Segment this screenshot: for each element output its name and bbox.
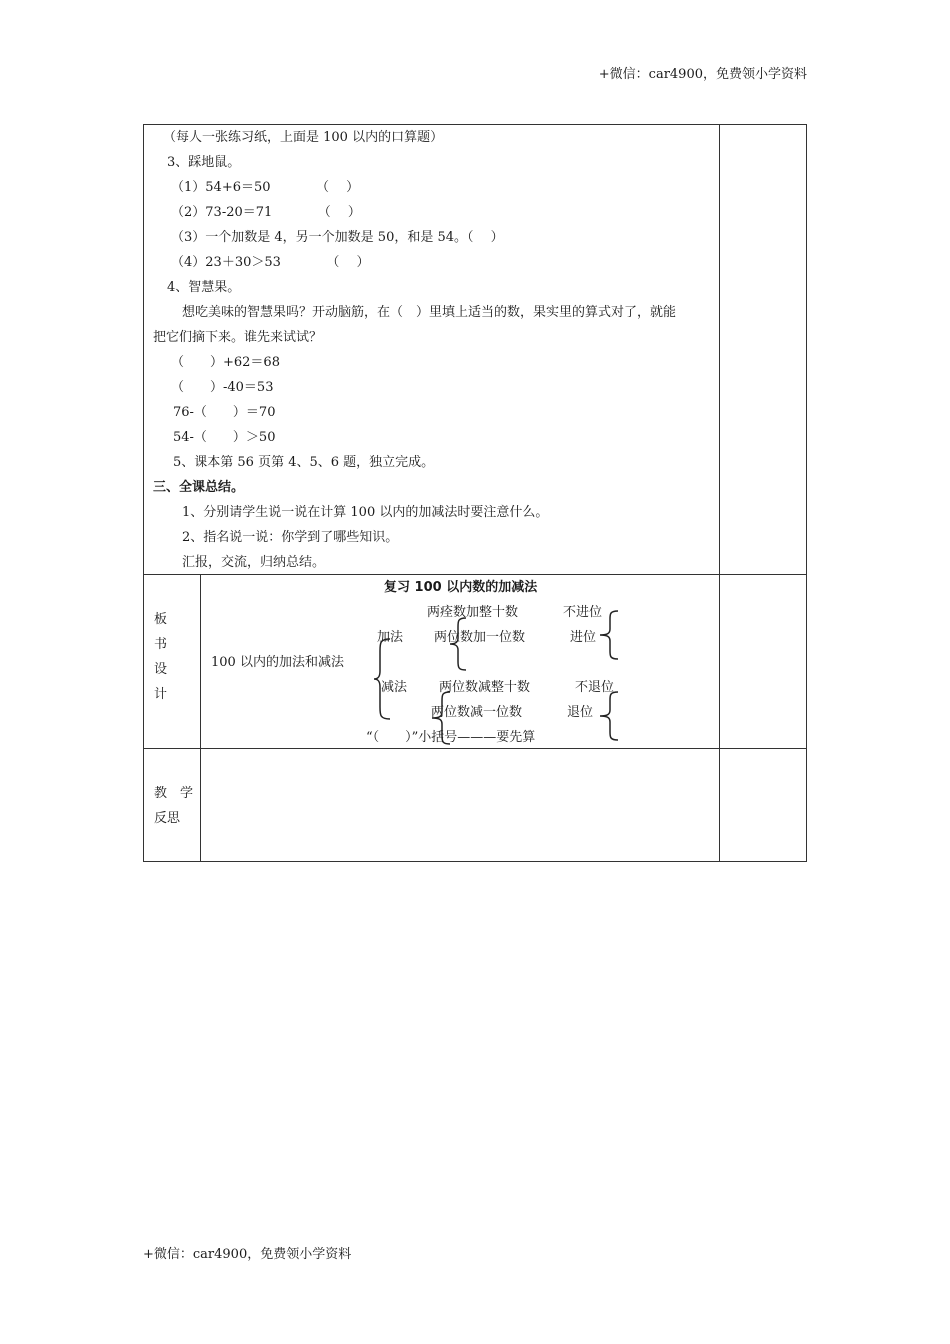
wisdom-fruit-intro: 想吃美味的智慧果吗？开动脑筋，在（ ）里填上适当的数，果实里的算式对了，就能 <box>182 305 677 320</box>
brace-icon <box>598 690 620 742</box>
summary-item-1: 1、分别请学生说一说在计算 100 以内的加减法时要注意什么。 <box>182 505 549 520</box>
sub-borrow: 退位 <box>567 705 594 720</box>
add-item-2: 两位数加一位数 <box>434 630 526 645</box>
section-whack-a-mole: 3、踩地鼠。 <box>167 155 241 170</box>
add-carry: 进位 <box>570 630 597 645</box>
question-3: （3）一个加数是 4，另一个加数是 50，和是 54。（ ） <box>171 230 504 245</box>
textbook-exercise: 5、课本第 56 页第 4、5、6 题，独立完成。 <box>173 455 435 470</box>
row-divider-board <box>144 574 806 575</box>
brace-icon <box>448 616 468 672</box>
question-2: （2）73-20＝71 （ ） <box>171 205 361 220</box>
add-no-carry: 不进位 <box>563 605 603 620</box>
sub-item-1: 两位数减整十数 <box>439 680 531 695</box>
brace-icon <box>430 690 452 746</box>
parens-rule: “（ ）”小括号———要先算 <box>366 730 536 745</box>
sub-no-borrow: 不退位 <box>575 680 615 695</box>
label-char: 计 <box>154 687 168 702</box>
fruit-eq-3: 76-（ ）＝70 <box>173 405 276 420</box>
summary-item-2: 2、指名说一说：你学到了哪些知识。 <box>182 530 399 545</box>
wisdom-fruit-intro-cont: 把它们摘下来。谁先来试试？ <box>153 330 323 345</box>
summary-heading: 三、全课总结。 <box>153 480 245 495</box>
board-sub: 减法 <box>381 680 408 695</box>
brace-icon <box>598 609 620 661</box>
add-item-1: 两痊数加整十数 <box>427 605 519 620</box>
reflection-label-line2: 反思 <box>154 811 181 826</box>
header-watermark: +微信：car4900，免费领小学资料 <box>598 67 807 82</box>
question-4: （4）23＋30＞53 （ ） <box>171 255 370 270</box>
reflection-content <box>201 749 719 862</box>
fruit-eq-2: （ ）-40＝53 <box>171 380 274 395</box>
summary-item-3: 汇报，交流，归纳总结。 <box>182 555 326 570</box>
worksheet-note: （每人一张练习纸，上面是 100 以内的口算题） <box>163 130 444 145</box>
label-char: 板 <box>154 612 168 627</box>
board-root: 100 以内的加法和减法 <box>211 655 344 670</box>
section-wisdom-fruit: 4、智慧果。 <box>167 280 241 295</box>
label-char: 设 <box>154 662 168 677</box>
fruit-eq-1: （ ）+62＝68 <box>171 355 280 370</box>
board-add: 加法 <box>377 630 404 645</box>
label-char: 书 <box>154 637 168 652</box>
footer-watermark: +微信：car4900，免费领小学资料 <box>143 1247 352 1262</box>
brace-icon <box>372 637 392 721</box>
lesson-plan-table <box>143 124 807 862</box>
right-column-divider <box>719 125 720 862</box>
question-1: （1）54+6＝50 （ ） <box>171 180 360 195</box>
board-title: 复习 100 以内数的加减法 <box>384 580 538 595</box>
sub-item-2: 两位数减一位数 <box>431 705 523 720</box>
fruit-eq-4: 54-（ ）＞50 <box>173 430 276 445</box>
reflection-label-line1: 教 学 <box>154 786 194 801</box>
